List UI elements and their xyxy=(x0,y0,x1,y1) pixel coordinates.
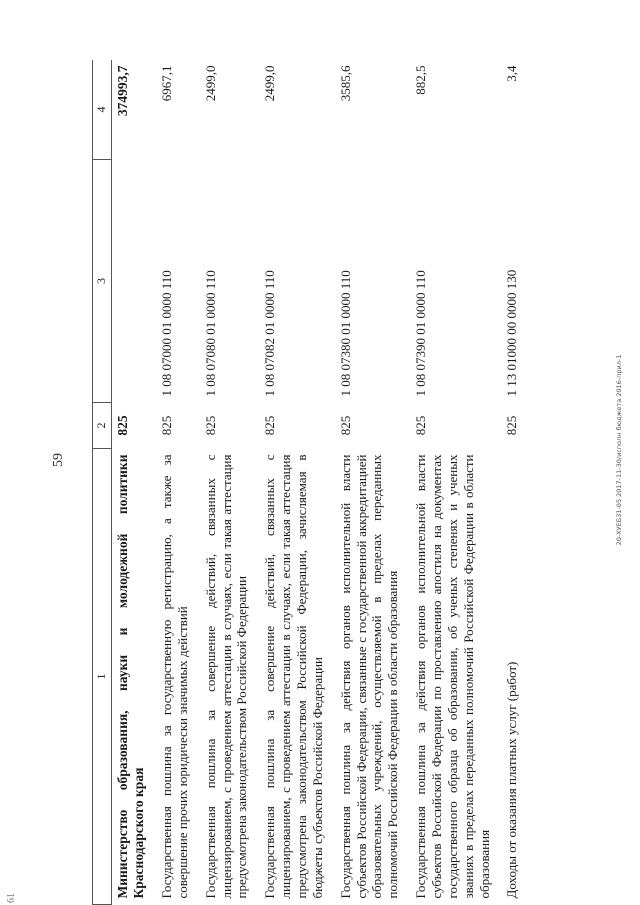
table-row xyxy=(254,60,329,905)
row-amount: 6967,1 xyxy=(158,65,174,102)
row-name: Государственная пошлина за действия органов исполнительной власти субъектов Российской Федерации по проставлению апостиля на документах государственного образца об образовании, об ученых степенях и ученых званиях в пределах переданных полномочий Российской Федерации в области образования xyxy=(413,454,492,899)
row-budget-code: 1 08 07000 01 0000 110 xyxy=(158,270,174,397)
row-admin-code: 825 xyxy=(262,415,278,436)
row-budget-code: 1 08 07082 01 0000 110 xyxy=(262,270,278,397)
row-budget-code: 1 08 07080 01 0000 110 xyxy=(202,270,218,397)
table-row xyxy=(496,60,524,905)
row-amount: 3585,6 xyxy=(337,65,353,102)
row-name: Государственная пошлина за государственную регистрацию, а также за совершение прочих юридически значимых действий xyxy=(158,454,190,899)
table-row xyxy=(151,60,195,905)
row-name: Государственная пошлина за действия органов исполнительной власти субъектов Российской Федерации, связанные с государственной аккредитацией образовательных учреждений, осуществляемой в пределах переданных полномочий Российской Федерации в области образования xyxy=(337,454,401,899)
row-admin-code: 825 xyxy=(504,415,520,436)
revenue-table xyxy=(92,60,524,905)
row-name: Государственная пошлина за совершение действий, связанных с лицензированием, с проведением аттестации в случаях, если такая аттестация предусмотрена законодательством Российской Федерации, зачисляемая в бюджеты субъектов Российской Федерации xyxy=(262,454,325,899)
margin-page-number: 61 xyxy=(6,893,17,903)
footer-file-path: 20-ХУЕБ31-05 2017-11-30/исполн бюджета 2016-прил-1 xyxy=(615,354,623,546)
table-row xyxy=(405,60,496,905)
row-admin-code: 825 xyxy=(202,415,218,436)
row-budget-code xyxy=(112,160,151,403)
row-admin-code: 825 xyxy=(413,415,429,436)
header-col-3: 3 xyxy=(93,160,112,403)
page-number: 59 xyxy=(51,453,66,467)
table-row xyxy=(112,60,151,905)
row-amount: 2499,0 xyxy=(262,65,278,102)
row-budget-code: 1 13 01000 00 0000 130 xyxy=(504,269,520,397)
row-amount: 374993,7 xyxy=(115,65,130,117)
table-row xyxy=(195,60,255,905)
table-container xyxy=(92,60,590,905)
row-name: Государственная пошлина за совершение действий, связанных с лицензированием, с проведением аттестации в случаях, если такая аттестация предусмотрена законодательством Российской Федерации xyxy=(202,454,250,899)
row-budget-code: 1 08 07380 01 0000 110 xyxy=(337,270,353,397)
rotated-table-area xyxy=(92,60,590,905)
row-name: Доходы от оказания платных услуг (работ) xyxy=(504,661,520,899)
row-amount: 882,5 xyxy=(413,65,429,95)
table-header-row xyxy=(93,60,112,905)
header-col-1: 1 xyxy=(93,449,112,905)
row-admin-code: 825 xyxy=(115,415,130,436)
row-budget-code: 1 08 07390 01 0000 110 xyxy=(413,270,429,397)
header-col-2: 2 xyxy=(93,403,112,449)
row-name: Министерство образования, науки и молодежной политики Краснодарского края xyxy=(115,454,147,899)
header-col-4: 4 xyxy=(93,60,112,160)
table-row xyxy=(330,60,405,905)
row-admin-code: 825 xyxy=(158,415,174,436)
row-admin-code: 825 xyxy=(337,415,353,436)
row-amount: 2499,0 xyxy=(202,65,218,102)
row-amount: 3,4 xyxy=(504,65,520,82)
